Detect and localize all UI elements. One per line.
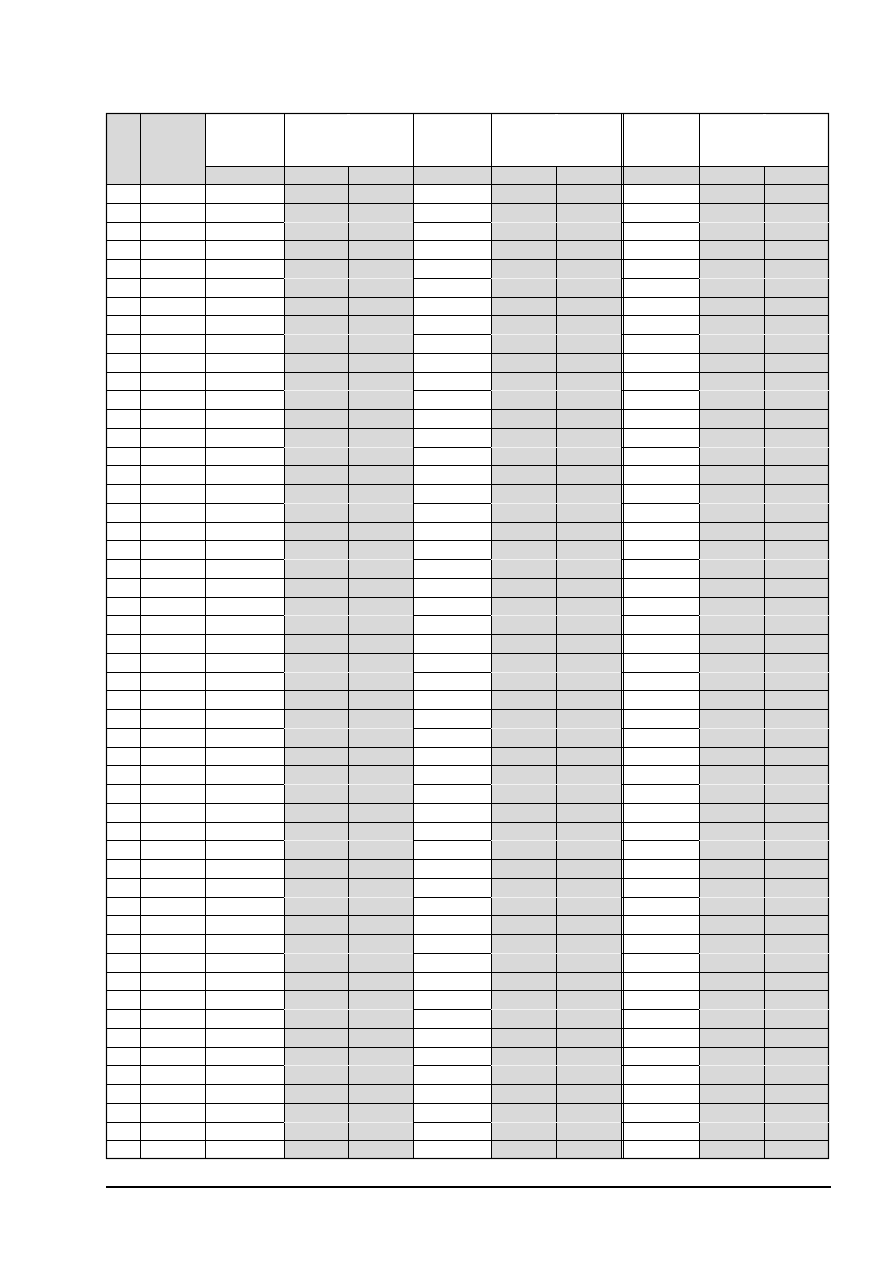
subheader-cell bbox=[621, 166, 699, 184]
subheader-cell bbox=[205, 166, 284, 184]
header-cell-shaded bbox=[140, 113, 205, 184]
shaded-column bbox=[556, 166, 621, 1159]
shaded-column bbox=[348, 166, 413, 1159]
header-merge bbox=[763, 114, 766, 166]
shaded-column bbox=[699, 166, 764, 1159]
header-cell-shaded bbox=[106, 113, 140, 184]
shaded-column bbox=[764, 166, 829, 1159]
footer-rule bbox=[106, 1186, 831, 1188]
subheader-cell bbox=[413, 166, 491, 184]
header-merge bbox=[347, 114, 350, 166]
shaded-column bbox=[491, 166, 556, 1159]
shaded-column bbox=[284, 166, 348, 1159]
header-merge bbox=[555, 114, 558, 166]
